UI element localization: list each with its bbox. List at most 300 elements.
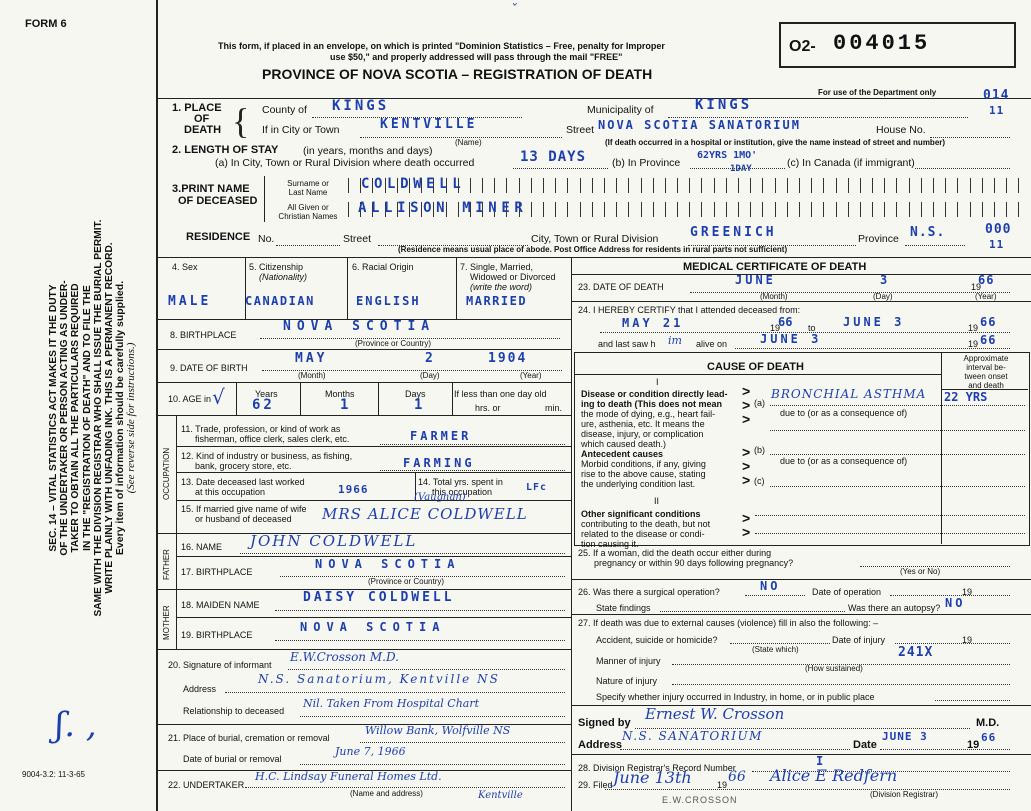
other-label-2: contributing to the death, but not	[581, 519, 711, 529]
code-1: 014	[983, 88, 1010, 103]
direct-label-5: disease, injury, or complication	[581, 429, 704, 439]
residence-province-line	[905, 245, 965, 246]
residence-street-label: Street	[343, 233, 372, 245]
surgery-prefix: 19	[962, 587, 973, 597]
spouse-extra: (Vaughan)	[414, 492, 466, 503]
father-name-value: JOHN COLDWELL	[250, 532, 418, 550]
dob-year: 1904	[488, 351, 528, 366]
surname-label-2: Last Name	[288, 188, 328, 197]
rule-personal-top	[157, 257, 1031, 258]
city-value: KENTVILLE	[380, 117, 478, 132]
surname-label-1: Surname or	[287, 179, 329, 188]
rule-age-top	[157, 382, 571, 383]
accident-line	[730, 643, 830, 644]
informant-address-label: Address	[183, 684, 217, 694]
rule-registrar-top	[571, 754, 1031, 755]
code-2b: 11	[989, 238, 1005, 251]
residence-province-label: Province	[858, 233, 899, 245]
violence-label: 27. If death was due to external causes (violence) fill in also the following: –	[578, 618, 879, 628]
mother-bp-value: NOVA SCOTIA	[300, 620, 446, 634]
filed-year: 66	[728, 769, 746, 785]
col-6-7	[456, 257, 457, 319]
rule-surgery-top	[571, 579, 1031, 580]
place-brace: {	[232, 101, 250, 141]
undertaker-label: 22. UNDERTAKER	[168, 780, 245, 790]
undertaker-value: H.C. Lindsay Funeral Homes Ltd.	[255, 770, 442, 783]
cit-label-2: (Nationality)	[259, 272, 308, 282]
place-word-2: OF	[194, 113, 210, 125]
industry-line	[380, 470, 565, 471]
filed-value: June 13th	[613, 768, 692, 787]
place-label	[172, 103, 222, 136]
cause-header: CAUSE OF DEATH	[707, 361, 804, 373]
rule-industry-top	[176, 446, 571, 447]
stay-c-label: (c) In Canada (if immigrant)	[787, 157, 915, 169]
seen-hw: im	[668, 334, 682, 347]
rule-certify-top	[571, 301, 1031, 302]
other-label-3: related to the disease or condi-	[581, 529, 705, 539]
antecedent-label-3: rise to the above cause, stating	[581, 469, 706, 479]
sidebar-instructions	[48, 148, 138, 688]
age-label: 10. AGE in	[168, 394, 212, 404]
undertaker-line	[245, 787, 565, 788]
col-5-6	[347, 257, 348, 319]
alive-label: alive on	[696, 339, 728, 349]
cause-c-line	[770, 486, 1025, 487]
direct-bracket-3: > >	[742, 510, 751, 540]
interval-label-4: and death	[968, 381, 1004, 390]
direct-label-2: ing to death (This does not mean	[581, 399, 723, 409]
given-label-1: All Given or	[287, 203, 329, 212]
stay-b-label: (b) In Province	[612, 157, 681, 169]
months-label: Months	[325, 389, 355, 399]
father-name-label: 16. NAME	[181, 542, 223, 552]
marital-label-2: Widowed or Divorced	[470, 272, 556, 282]
dod-month-note: (Month)	[760, 292, 788, 301]
signed-prefix: 19	[967, 739, 980, 751]
top-rule	[157, 98, 1031, 99]
reg-prefix: O2-	[789, 38, 816, 55]
antecedent-label	[581, 449, 706, 489]
state-note: (State which)	[752, 645, 799, 654]
pregnancy-label	[578, 548, 793, 568]
stay-a-label: (a) In City, Town or Rural Division where death occurred	[215, 157, 475, 169]
age-col-2	[300, 382, 301, 415]
street-label: Street	[566, 124, 595, 136]
rule-lastworked-top	[176, 472, 571, 473]
col-4-5	[245, 257, 246, 319]
center-divider	[571, 257, 572, 811]
surname-label	[270, 179, 346, 197]
signed-year: 66	[981, 731, 997, 744]
surgery-value: NO	[760, 579, 781, 593]
last-worked-label-1: 13. Date deceased last worked	[181, 477, 305, 487]
birthplace-label: 8. BIRTHPLACE	[170, 330, 237, 340]
sidebar-line-5: SAME WITH THE DIVISION REGISTRAR WHO SHALL ISSUE THE BURIAL PERMIT.	[92, 219, 104, 617]
to-label: to	[808, 323, 816, 333]
where-line	[935, 700, 1010, 701]
birthplace-value: NOVA SCOTIA	[283, 319, 436, 334]
mother-side-label: MOTHER	[162, 605, 171, 640]
stamp-text: E.W.CROSSON	[662, 795, 738, 805]
findings-label: State findings	[596, 603, 651, 613]
residence-no-line	[276, 245, 340, 246]
city-label: If in City or Town	[262, 124, 340, 136]
manner-label: Manner of injury	[596, 656, 661, 666]
interval-label-3: tween onset	[964, 372, 1008, 381]
marital-label-1: 7. Single, Married,	[460, 262, 534, 272]
citizenship-value: CANADIAN	[245, 294, 315, 308]
cause-a-line	[770, 405, 1025, 406]
residence-city-label: City, Town or Rural Division	[531, 233, 659, 245]
direct-bracket-2: > > >	[742, 444, 751, 488]
municipality-value: KINGS	[695, 97, 753, 113]
sustained-note: (How sustained)	[805, 664, 863, 673]
signed-address: N.S. SANATORIUM	[622, 729, 763, 743]
due-label-1: due to (or as a consequence of)	[780, 408, 908, 418]
dod-year-note: (Year)	[975, 292, 997, 301]
cause-b-line	[770, 454, 1025, 455]
house-label: House No.	[876, 124, 926, 136]
informant-rel-line	[300, 716, 565, 717]
dob-month-note: (Month)	[298, 371, 326, 380]
mail-notice-1: This form, if placed in an envelope, on which is printed "Dominion Statistics – Free, penalty for Improper	[218, 41, 665, 51]
injury-date-label: Date of injury	[832, 635, 886, 645]
last-worked-label-2: at this occupation	[195, 487, 266, 497]
spouse-label-2: or husband of deceased	[195, 514, 292, 524]
father-side-divider	[176, 533, 177, 589]
reg-number: 004015	[833, 31, 931, 56]
age-col-3	[378, 382, 379, 415]
dod-year-prefix: 19	[971, 282, 982, 292]
father-bp-label: 17. BIRTHPLACE	[181, 567, 253, 577]
trade-label-2: fisherman, office clerk, sales clerk, etc.	[195, 434, 350, 444]
days-label: Days	[405, 389, 426, 399]
autopsy-label: Was there an autopsy?	[848, 603, 941, 613]
total-value: LFc	[526, 482, 548, 493]
dob-label: 9. DATE OF BIRTH	[170, 363, 248, 373]
days-value: 1	[414, 397, 426, 413]
name-word-1: PRINT NAME	[181, 183, 250, 195]
cit-label	[249, 262, 307, 282]
cause-c-label: (c)	[754, 476, 765, 486]
place-word-3: DEATH	[184, 124, 222, 136]
registration-number-box	[779, 22, 1016, 68]
roman-2: II	[654, 496, 660, 506]
sidebar-line-6: WRITE PLAINLY WITH UNFADING INK. THIS IS A PERMANENT RECORD.	[104, 242, 116, 594]
sidebar-line-1: SEC. 14 – VITAL STATISTICS ACT MAKES IT THE DUTY	[48, 284, 59, 552]
registrar-note: (Division Registrar)	[870, 790, 939, 799]
mother-maiden-line	[275, 610, 565, 611]
marital-label-3: (write the word)	[470, 282, 533, 292]
signed-date-label: Date	[853, 739, 877, 751]
other-label-4: tion causing it.	[581, 539, 639, 549]
industry-label	[181, 451, 352, 471]
rule-medical-header	[571, 274, 1031, 275]
lt-day-label: If less than one day old	[454, 389, 547, 399]
to-year: 66	[980, 315, 997, 329]
rule-spouse-top	[176, 500, 571, 501]
undertaker-note: (Name and address)	[350, 789, 423, 798]
name-word-2: OF DECEASED	[178, 195, 258, 207]
dod-label: 23. DATE OF DEATH	[578, 282, 664, 292]
where-label: Specify whether injury occurred in Industry, in home, or in public place	[596, 692, 875, 702]
direct-label-6: which caused death.)	[581, 439, 667, 449]
roman-1: I	[656, 377, 659, 387]
certify-label: 24. I HEREBY CERTIFY that I attended deceased from:	[578, 305, 801, 315]
total-label-2: this occupation	[432, 487, 493, 497]
industry-value: FARMING	[403, 456, 475, 470]
rule-violence-top	[571, 614, 1031, 615]
injury-prefix: 19	[962, 635, 973, 645]
burial-date-line	[300, 764, 565, 765]
cause-a-label: (a)	[754, 398, 765, 408]
mother-bp-line	[275, 640, 565, 641]
total-label-1: 14. Total yrs. spent in	[418, 477, 503, 487]
informant-rel-label: Relationship to deceased	[183, 706, 285, 716]
spouse-label	[181, 504, 307, 524]
dob-month: MAY	[295, 351, 328, 366]
cause-header-rule	[574, 374, 941, 375]
informant-sig-line	[288, 669, 565, 670]
residence-no-label: No.	[258, 233, 275, 245]
filed-label: 29. Filed	[578, 780, 613, 790]
alive-prefix: 19	[968, 339, 979, 349]
direct-label-4: ure, asthenia, etc. It means the	[581, 419, 705, 429]
surgery-line	[745, 595, 805, 596]
signed-sig: Ernest W. Crosson	[645, 705, 785, 723]
filed-prefix: 19	[717, 780, 728, 790]
sidebar-line-8: (See reverse side for instructions.)	[125, 342, 138, 494]
mother-maiden-value: DAISY COLDWELL	[303, 590, 455, 605]
direct-label-3: the mode of dying, e.g., heart fail-	[581, 409, 716, 419]
place-num: 1.	[172, 102, 182, 114]
from-prefix: 19	[770, 323, 781, 333]
due-label-2: due to (or as a consequence of)	[780, 456, 908, 466]
informant-sig-label: 20. Signature of informant	[168, 660, 272, 670]
medical-header: MEDICAL CERTIFICATE OF DEATH	[683, 261, 867, 273]
rule-occ-top	[157, 415, 571, 416]
name-label	[172, 183, 257, 207]
racial-value: ENGLISH	[356, 294, 421, 308]
interval-label-2: interval be-	[966, 363, 1006, 372]
to-date: JUNE 3	[843, 315, 905, 329]
rule-signed-top	[571, 705, 1031, 706]
seen-label: and last saw h	[598, 339, 656, 349]
residence-city-value: GREENICH	[690, 225, 777, 240]
direct-label-1: Disease or condition directly lead-	[581, 389, 728, 399]
informant-rel: Nil. Taken From Hospital Chart	[303, 697, 480, 710]
age-col-1	[236, 382, 237, 415]
left-border	[156, 0, 158, 811]
residence-note: (Residence means usual place of abode. Post Office Address for residents in rural parts not sufficient)	[398, 245, 788, 254]
code-2: 000	[985, 222, 1012, 237]
registrar-sig: Alice E Redfern	[770, 766, 898, 785]
stay-c-line	[915, 168, 1010, 169]
direct-bracket-1: > > >	[742, 383, 751, 427]
dod-day-note: (Day)	[873, 292, 893, 301]
autopsy-value: NO	[945, 596, 966, 610]
trade-value: FARMER	[410, 429, 472, 443]
residence-label: RESIDENCE	[186, 231, 251, 243]
from-date: MAY 21	[622, 316, 684, 330]
cit-label-1: 5. Citizenship	[249, 262, 304, 272]
pregnancy-label-2: pregnancy or within 90 days following pregnancy?	[594, 558, 794, 568]
other-label-1: Other significant conditions	[581, 509, 701, 519]
informant-address-line	[225, 692, 565, 693]
hospital-note: (If death occurred in a hospital or institution, give the name instead of street and number)	[605, 138, 946, 147]
alive-year: 66	[980, 333, 997, 347]
spouse-value: MRS ALICE COLDWELL	[322, 505, 528, 523]
street-value: NOVA SCOTIA SANATORIUM	[598, 118, 801, 132]
occ-side-divider	[176, 415, 177, 533]
marital-label	[460, 262, 556, 292]
signed-label: Signed by	[578, 717, 631, 729]
city-name-note: (Name)	[455, 138, 482, 147]
months-value: 1	[340, 397, 352, 413]
footer-code: 9004-3.2: 11-3-65	[22, 770, 86, 779]
trade-label-1: 11. Trade, profession, or kind of work as	[181, 424, 341, 434]
alive-line	[735, 348, 1010, 349]
other-label	[581, 509, 710, 549]
min-label: min.	[545, 403, 563, 413]
direct-label	[581, 389, 728, 449]
industry-label-1: 12. Kind of industry or business, as fishing,	[181, 451, 353, 461]
pregnancy-note: (Yes or No)	[900, 567, 941, 576]
nature-label: Nature of injury	[596, 676, 658, 686]
dod-line	[690, 292, 1010, 293]
county-label: County of	[262, 104, 307, 116]
signed-address-label: Address	[578, 739, 623, 751]
top-tick: ˇ	[510, 2, 517, 18]
surgery-date-label: Date of operation	[812, 587, 882, 597]
findings-line	[660, 611, 845, 612]
father-bp-value: NOVA SCOTIA	[315, 557, 461, 571]
other-line-1	[755, 515, 1025, 516]
sidebar-line-2: OF THE UNDERTAKER OR PERSON ACTING AS UNDER-	[59, 280, 71, 556]
stay-label: 2. LENGTH OF STAY	[172, 144, 279, 156]
sidebar-line-4: IN THE "REGISTRATION OF DEATH" AND TO FILE THE	[81, 285, 93, 551]
stay-b-line	[690, 168, 785, 169]
given-label	[266, 203, 350, 221]
form-title: PROVINCE OF NOVA SCOTIA – REGISTRATION OF DEATH	[262, 66, 653, 82]
mother-side-divider	[176, 589, 177, 649]
age-check: √	[212, 385, 225, 409]
stay-b-value: 62YRS 1MO'	[697, 150, 758, 161]
stay-a-line	[513, 168, 608, 169]
undertaker-extra: Kentville	[478, 790, 523, 801]
dod-day: 3	[880, 273, 891, 287]
cause-a-value: BRONCHIAL ASTHMA	[771, 387, 927, 401]
signed-date-line	[880, 749, 1010, 750]
antecedent-label-4: the underlying condition last.	[581, 479, 696, 489]
dept-use-label: For use of the Department only	[818, 88, 937, 97]
alive-date: JUNE 3	[760, 332, 822, 346]
name-divider	[264, 176, 265, 222]
nature-line	[672, 684, 1010, 685]
cause-b-label: (b)	[754, 445, 765, 455]
sidebar-line-7: Every item of information should be carefully supplied.	[114, 280, 127, 556]
from-year: 66	[778, 315, 793, 329]
age-col-4	[452, 382, 453, 415]
interval-label-1: Approximate	[963, 354, 1009, 363]
father-name-line	[240, 553, 565, 554]
informant-address: N.S. Sanatorium, Kentville NS	[258, 672, 500, 686]
code-1b: 11	[989, 104, 1005, 117]
municipality-label: Municipality of	[587, 104, 654, 116]
burial-place-value: Willow Bank, Wolfville NS	[365, 724, 511, 737]
filed-line	[605, 789, 1010, 790]
pregnancy-label-1: 25. If a woman, did the death occur either during	[578, 548, 772, 558]
mother-bp-label: 19. BIRTHPLACE	[181, 630, 253, 640]
antecedent-label-1: Antecedent causes	[581, 449, 664, 459]
spouse-label-1: 15. If married give name of wife	[181, 504, 307, 514]
stay-b-value2: 1DAY	[730, 164, 752, 174]
accident-label: Accident, suicide or homicide?	[596, 635, 718, 645]
stay-a-value: 13 DAYS	[520, 149, 587, 165]
other-line-2	[755, 533, 1025, 534]
sidebar-line-3: TAKER TO OBTAIN ALL THE PARTICULARS REQUIRED	[70, 283, 82, 553]
last-worked-value: 1966	[338, 483, 369, 496]
surgery-label: 26. Was there a surgical operation?	[578, 587, 720, 597]
father-side-label: FATHER	[162, 549, 171, 580]
dod-month: JUNE	[735, 273, 776, 287]
dod-year: 66	[978, 273, 995, 287]
place-word-1: PLACE	[184, 102, 222, 114]
given-label-2: Christian Names	[278, 212, 338, 221]
racial-label: 6. Racial Origin	[352, 262, 414, 272]
trade-label	[181, 424, 349, 444]
burial-date-value: June 7, 1966	[335, 745, 406, 758]
name-num: 3.	[172, 183, 182, 195]
years-value: 62	[252, 397, 275, 413]
manner-value: 241X	[898, 645, 934, 660]
years-label: Years	[255, 389, 278, 399]
burial-place-label: 21. Place of burial, cremation or removal	[168, 733, 330, 743]
occupation-side-label: OCCUPATION	[162, 447, 171, 500]
form-label: FORM 6	[25, 18, 67, 30]
dob-day: 2	[425, 351, 436, 366]
stay-label-note: (in years, months and days)	[303, 145, 433, 157]
dob-day-note: (Day)	[420, 371, 440, 380]
rule-dob-top	[157, 349, 571, 350]
mother-maiden-label: 18. MAIDEN NAME	[181, 600, 260, 610]
margin-marks: ʃ. ,	[55, 705, 97, 745]
signed-date: JUNE 3	[882, 730, 928, 743]
informant-sig: E.W.Crosson M.D.	[290, 650, 399, 664]
sex-label: 4. Sex	[172, 262, 198, 272]
given-value: ALLISON MINER	[358, 200, 528, 216]
to-prefix: 19	[968, 323, 979, 333]
record-label: 28. Division Registrar's Record Number	[578, 763, 736, 773]
mail-notice-2: use $50," and properly addressed will pass through the mail "FREE"	[330, 52, 623, 62]
record-value: I	[816, 754, 827, 768]
signed-address-line	[620, 749, 850, 750]
rule-mbp-top	[176, 617, 571, 618]
trade-line	[380, 444, 565, 445]
industry-label-2: bank, grocery store, etc.	[195, 461, 292, 471]
signed-md: M.D.	[976, 717, 1000, 729]
marital-value: MARRIED	[466, 294, 528, 308]
burial-place-line	[360, 742, 565, 743]
burial-date-label: Date of burial or removal	[183, 754, 282, 764]
antecedent-label-2: Morbid conditions, if any, giving	[581, 459, 706, 469]
county-value: KINGS	[332, 98, 390, 114]
father-bp-note: (Province or Country)	[368, 577, 445, 586]
surname-value: COLDWELL	[361, 176, 466, 192]
last-worked-label	[181, 477, 305, 497]
dob-year-note: (Year)	[520, 371, 542, 380]
